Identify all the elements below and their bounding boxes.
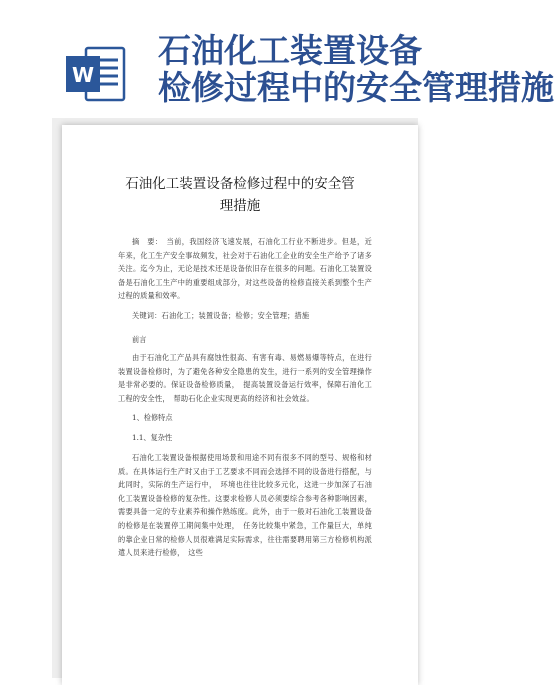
banner-title-line-2: 检修过程中的安全管理措施 (158, 68, 554, 107)
document-title-line-1: 石油化工装置设备检修过程中的安全管 (125, 176, 355, 192)
abstract-paragraph: 摘 要： 当前，我国经济飞速发展，石油化工行业不断进步。但是，近年来，化工生产安全事故频发，社会对于石油化工企业的安全生产给予了诸多关注。迄今为止，无论是技术还是设备依旧存在很多的问题。石油化工装置设备是石油化工生产中的重要组成部分，对这些设备的检修直接关系到整个生产过程的质量和效率。 (118, 237, 372, 301)
section-1-1-body: 石油化工装置设备根据使用场景和用途不同有很多不同的型号、规格和材质。在具体运行生产时又由于工艺要求不同而会选择不同的设备进行搭配，与此同时，实际的生产运行中， 环境也往往比较多元化，这进一步加深了石油化工装置设备检修的复杂性。这要求检修人员必须要综合参考各种影响因素，需要具备一定的专业素养和操作熟练度。此外，由于一般对石油化工装置设备的检修是在装置停工期间集中处理， 任务比较集中紧急，工作量巨大，单纯的靠企业日常的检修人员很难满足实际需求，往往需要聘用第三方检修机构派遣人员来进行检修， 这些 (118, 453, 372, 558)
banner-title (158, 31, 554, 107)
word-document-icon (64, 42, 128, 106)
foreword-heading: 前言 (132, 335, 147, 344)
document-title (102, 173, 378, 217)
document-title-line-2: 理措施 (219, 198, 261, 214)
keywords-line: 关键词：石油化工；装置设备；检修；安全管理；措施 (132, 311, 310, 320)
section-1-heading: 1、检修特点 (132, 413, 173, 422)
foreword-paragraph: 由于石油化工产品具有腐蚀性很高、有害有毒、易燃易爆等特点，在进行装置设备检修时，为了避免各种安全隐患的发生，进行一系列的安全管理操作是非常必要的。保证设备检修质量， 提高装置设备运行效率，保障石油化工工程的安全性， 帮助石化企业实现更高的经济和社会效益。 (118, 353, 372, 403)
banner-title-line-1: 石油化工装置设备 (158, 31, 422, 70)
header-banner (0, 0, 554, 128)
section-1-1-heading: 1.1、复杂性 (132, 433, 173, 442)
document-page (62, 125, 418, 685)
word-icon-letter: W (71, 63, 95, 87)
